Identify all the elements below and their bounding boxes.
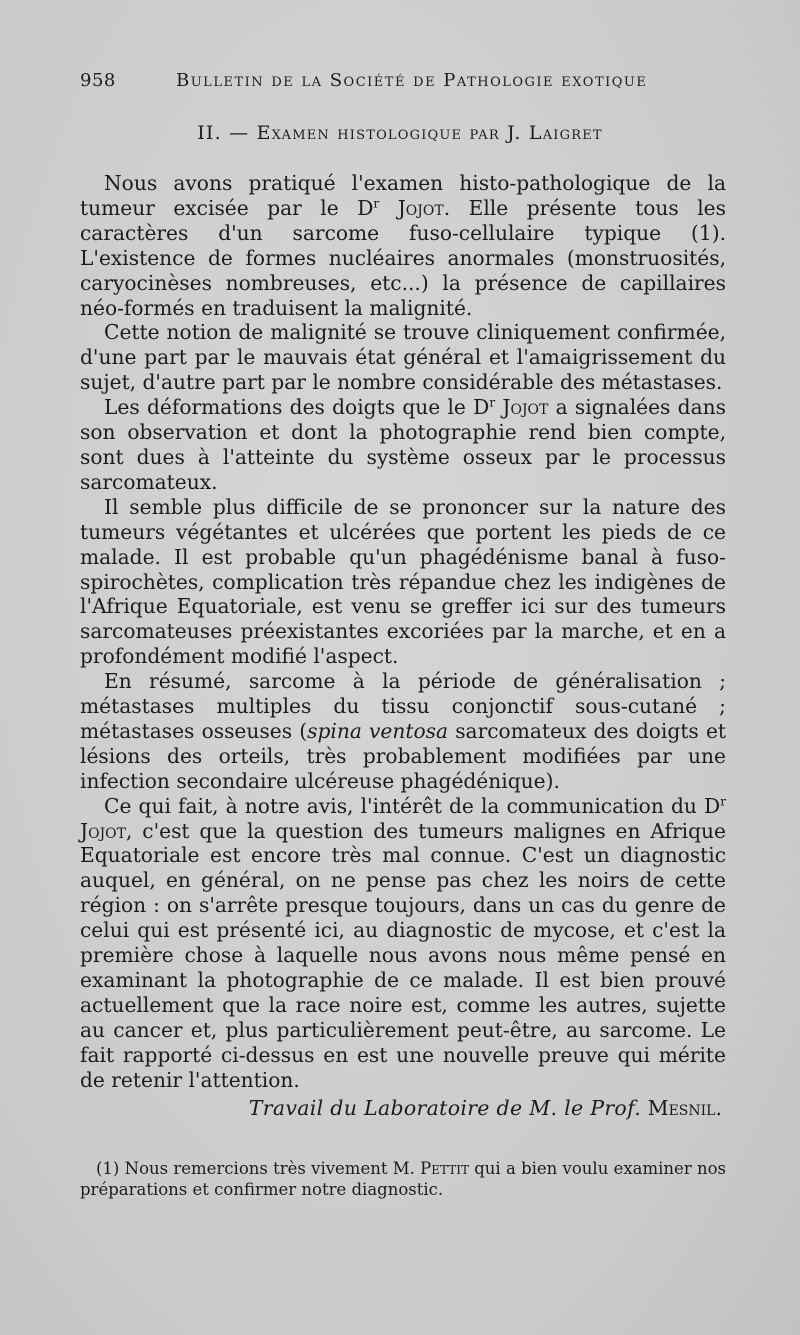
author-name: Jojot: [80, 818, 126, 843]
section-number: II. —: [197, 122, 250, 144]
page-header: [80, 70, 720, 100]
footnote: (1) Nous remercions très vivement M. Pettit qui a bien voulu examiner nos préparations et confirmer notre diagnostic.: [80, 1159, 726, 1199]
signature-italic: Travail du Laboratoire de M. le Prof.: [248, 1096, 642, 1120]
paragraph: Nous avons pratiqué l'examen histo-pathologique de la tumeur excisée par le $D^r$ Jojot. Elle présente tous les caractères d'un sarcome fuso-cellulaire typique (1). L'existence de formes nucléaires anormales (monstruosités, caryocinèses nombreuses, etc...) la présence de capillaires néo-formés en traduisent la malignité.: [80, 171, 726, 320]
paragraph: Cette notion de malignité se trouve cliniquement confirmée, d'une part par le mauvais état général et l'amaigrissement du sujet, d'autre part par le nombre considérable des métastases.: [80, 320, 726, 395]
section-title: [0, 122, 800, 144]
paragraph: Les déformations des doigts que le $D^r$ Jojot a signalées dans son observation et dont la photographie rend bien compte, sont dues à l'atteinte du système osseux par le processus sarcomateux.: [80, 395, 726, 494]
running-head: Bulletin de la Société de Pathologie exotique: [176, 70, 648, 91]
footnote-name: Pettit: [420, 1159, 469, 1178]
paragraph: Il semble plus difficile de se prononcer sur la nature des tumeurs végétantes et ulcérées que portent les pieds de ce malade. Il est probable qu'un phagédénisme banal à fuso-spirochètes, complication très répandue chez les indigènes de l'Afrique Equatoriale, est venu se greffer ici sur des tumeurs sarcomateuses préexistantes excoriées par la marche, et en a profondément modifié l'aspect.: [80, 494, 726, 669]
page-number: 958: [80, 70, 116, 91]
author-name: Jojot: [397, 195, 444, 220]
signature-name: Mesnil.: [647, 1096, 722, 1120]
signature-line: [80, 1096, 722, 1120]
paragraph: En résumé, sarcome à la période de généralisation ; métastases multiples du tissu conjonctif sous-cutané ; métastases osseuses (spina ventosa sarcomateux des doigts et lésions des orteils, très probablement modifiées par une infection secondaire ulcéreuse phagédénique).: [80, 669, 726, 793]
article-body: [80, 171, 726, 1093]
paragraph: Ce qui fait, à notre avis, l'intérêt de la communication du $D^r$ Jojot, c'est que la question des tumeurs malignes en Afrique Equatoriale est encore très mal connue. C'est un diagnostic auquel, en général, on ne pense pas chez les noirs de cette région : on s'arrête presque toujours, dans un cas du genre de celui qui est présenté ici, au diagnostic de mycose, et c'est la première chose à laquelle nous avons nous même pensé en examinant la photographie de ce malade. Il est bien prouvé actuellement que la race noire est, comme les autres, sujette au cancer et, plus particulièrement peut-être, au sarcome. Le fait rapporté ci-dessus en est une nouvelle preuve qui mérite de retenir l'attention.: [80, 793, 726, 1092]
author-name: Jojot: [502, 395, 549, 420]
section-title-text: Examen histologique par J. Laigret: [256, 122, 603, 144]
